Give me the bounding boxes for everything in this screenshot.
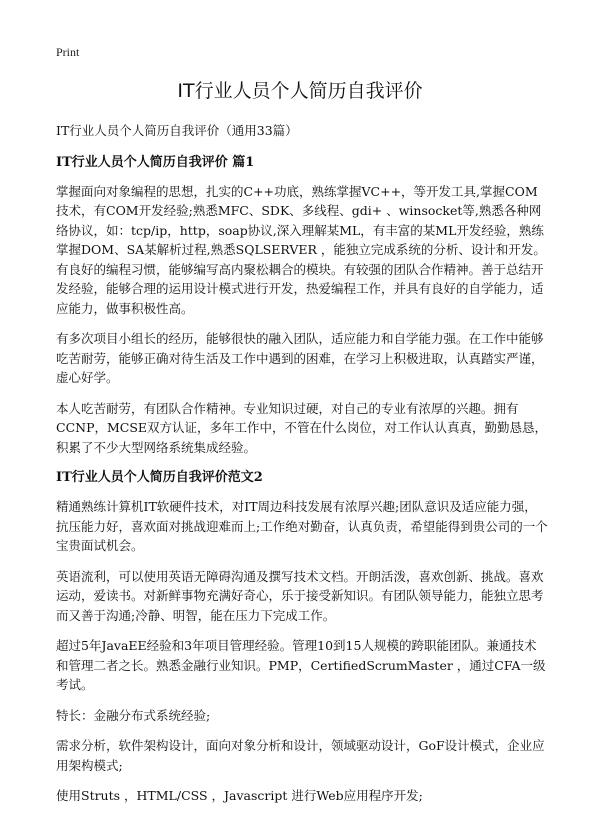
paragraph: 精通熟练计算机IT软硬件技术，对IT周边科技发展有浓厚兴趣;团队意识及适应能力强，抗压能力好，喜欢面对挑战迎难而上;工作绝对勤奋，认真负责，希望能得到贵公司的一个宝贵面试机会。: [56, 499, 548, 553]
section-heading-2: IT行业人员个人简历自我评价范文2: [56, 470, 263, 485]
print-link[interactable]: Print: [56, 45, 80, 59]
page-title: IT行业人员个人简历自我评价: [177, 80, 423, 102]
paragraph: 英语流利，可以使用英语无障碍沟通及撰写技术文档。开朗活泼，喜欢创新、挑战。喜欢运动，爱读书。对新鲜事物充满好奇心，乐于接受新知识。有团队领导能力，能独立思考而又善于沟通;冷静、明智，能在压力下完成工作。: [56, 568, 544, 623]
document-body: [56, 121, 548, 817]
paragraph: 本人吃苦耐劳，有团队合作精神。专业知识过硬，对自己的专业有浓厚的兴趣。拥有CCNP，MCSE双方认证，多年工作中，不管在什么岗位，对工作认认真真，勤勤恳恳，积累了不少大型网络系统集成经验。: [56, 400, 548, 455]
paragraph: 使用Struts ，HTML/CSS ，Javascript 进行Web应用程序开发;: [56, 788, 423, 803]
section-heading-1: IT行业人员个人简历自我评价 篇1: [56, 154, 255, 170]
paragraph: 掌握面向对象编程的思想，扎实的C++功底，熟练掌握VC++，等开发工具,掌握COM技术，有COM开发经验;熟悉MFC、SDK、多线程、gdi+ 、winsocket等,熟悉各种网络协议，如：tcp/ip，http，soap协议,深入理解某ML，有丰富的某ML开发经验，熟练掌握DOM、SA某解析过程,熟悉SQLSERVER ，能独立完成系统的分析、设计和开发。有良好的编程习惯，能够编写高内聚松耦合的模块。有较强的团队合作精神。善于总结开发经验，能够合理的运用设计模式进行开发，热爱编程工作，并具有良好的自学能力，适应能力，做事积极性高。: [56, 183, 546, 316]
document-subtitle: IT行业人员个人简历自我评价（通用33篇）: [56, 123, 298, 138]
paragraph: 有多次项目小组长的经历，能够很快的融入团队，适应能力和自学能力强。在工作中能够吃苦耐劳，能够正确对待生活及工作中遇到的困难，在学习上积极进取，认真踏实严谨，虚心好学。: [56, 331, 544, 385]
paragraph: 超过5年JavaEE经验和3年项目管理经验。管理10到15人规模的跨职能团队。兼通技术和管理二者之长。熟悉金融行业知识。PMP，CertifiedScrumMaster ，通过CFA一级考试。: [56, 638, 546, 692]
paragraph: 特长：金融分布式系统经验;: [56, 707, 211, 723]
paragraph: 需求分析，软件架构设计，面向对象分析和设计，领域驱动设计，GoF设计模式，企业应用架构模式;: [56, 738, 545, 773]
